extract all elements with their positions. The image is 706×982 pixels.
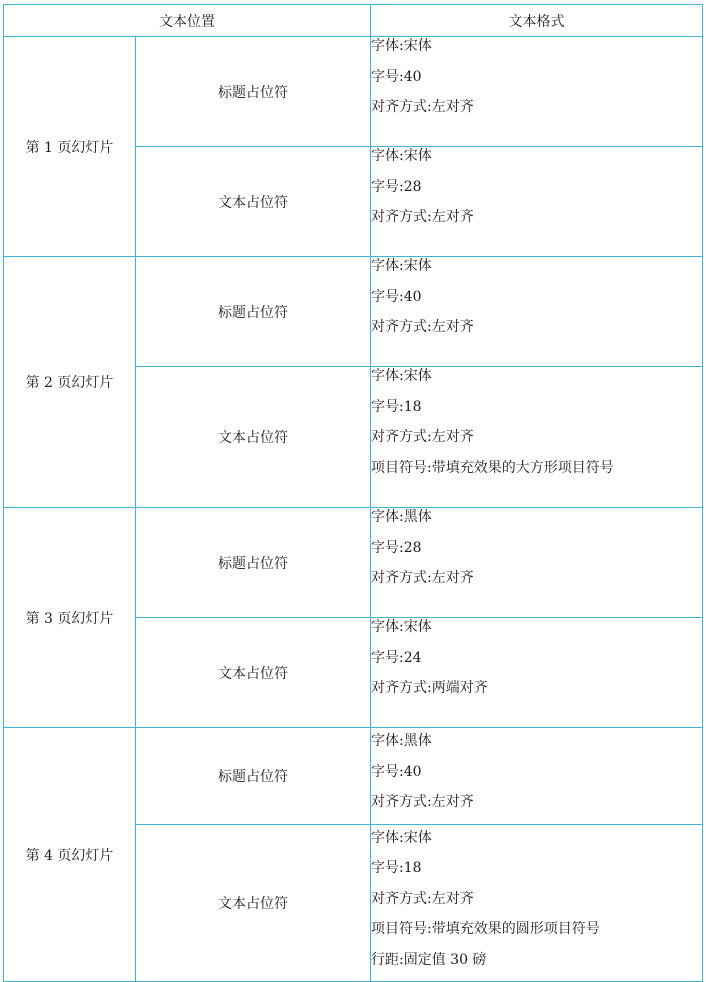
format-line: 字体:黑体 — [371, 509, 432, 525]
format-line: 对齐方式:左对齐 — [371, 99, 474, 115]
format-line: 字体:宋体 — [371, 368, 432, 384]
format-line: 字号:18 — [371, 398, 422, 415]
format-table-container — [3, 4, 702, 982]
format-line: 对齐方式:左对齐 — [371, 794, 474, 810]
format-line: 字体:宋体 — [371, 148, 432, 164]
format-cell — [371, 618, 703, 728]
format-line: 字体:宋体 — [371, 38, 432, 54]
format-line: 对齐方式:左对齐 — [371, 209, 474, 225]
format-line: 字号:40 — [371, 763, 422, 780]
placeholder-title: 标题占位符 — [136, 37, 371, 147]
format-cell — [371, 37, 703, 147]
table-row — [4, 37, 703, 147]
format-line: 项目符号:带填充效果的圆形项目符号 — [371, 921, 600, 937]
placeholder-title: 标题占位符 — [136, 257, 371, 367]
format-line: 对齐方式:左对齐 — [371, 319, 474, 335]
format-line: 字号:40 — [371, 68, 422, 85]
table-row — [4, 728, 703, 825]
slide-label-2: 第 2 页幻灯片 — [4, 257, 136, 508]
header-text-format: 文本格式 — [371, 5, 703, 37]
slide-label-3: 第 3 页幻灯片 — [4, 508, 136, 728]
format-cell — [371, 824, 703, 982]
format-line: 对齐方式:两端对齐 — [371, 680, 488, 696]
format-line: 项目符号:带填充效果的大方形项目符号 — [371, 459, 614, 476]
format-line: 字号:24 — [371, 649, 422, 666]
header-row — [4, 5, 703, 37]
slide-label-1: 第 1 页幻灯片 — [4, 37, 136, 257]
format-line: 字号:28 — [371, 539, 422, 556]
table-row — [4, 508, 703, 618]
table-row — [4, 257, 703, 367]
text-format-table — [3, 4, 703, 982]
format-line: 行距:固定值 30 磅 — [371, 951, 487, 968]
format-line: 对齐方式:左对齐 — [371, 890, 474, 907]
placeholder-text: 文本占位符 — [136, 367, 371, 508]
placeholder-text: 文本占位符 — [136, 618, 371, 728]
format-line: 字号:18 — [371, 860, 422, 876]
format-line: 字体:宋体 — [371, 829, 432, 846]
placeholder-title: 标题占位符 — [136, 728, 371, 825]
header-text-position: 文本位置 — [4, 5, 371, 37]
format-cell — [371, 508, 703, 618]
slide-label-4: 第 4 页幻灯片 — [4, 728, 136, 982]
format-cell — [371, 147, 703, 257]
format-cell — [371, 257, 703, 367]
format-line: 字体:宋体 — [371, 258, 432, 274]
format-line: 对齐方式:左对齐 — [371, 429, 474, 445]
format-line: 对齐方式:左对齐 — [371, 570, 474, 586]
format-cell — [371, 728, 703, 825]
format-line: 字体:宋体 — [371, 619, 432, 635]
format-line: 字体:黑体 — [371, 733, 432, 749]
format-line: 字号:28 — [371, 178, 422, 195]
format-cell — [371, 367, 703, 508]
format-line: 字号:40 — [371, 288, 422, 305]
placeholder-text: 文本占位符 — [136, 824, 371, 982]
placeholder-title: 标题占位符 — [136, 508, 371, 618]
placeholder-text: 文本占位符 — [136, 147, 371, 257]
